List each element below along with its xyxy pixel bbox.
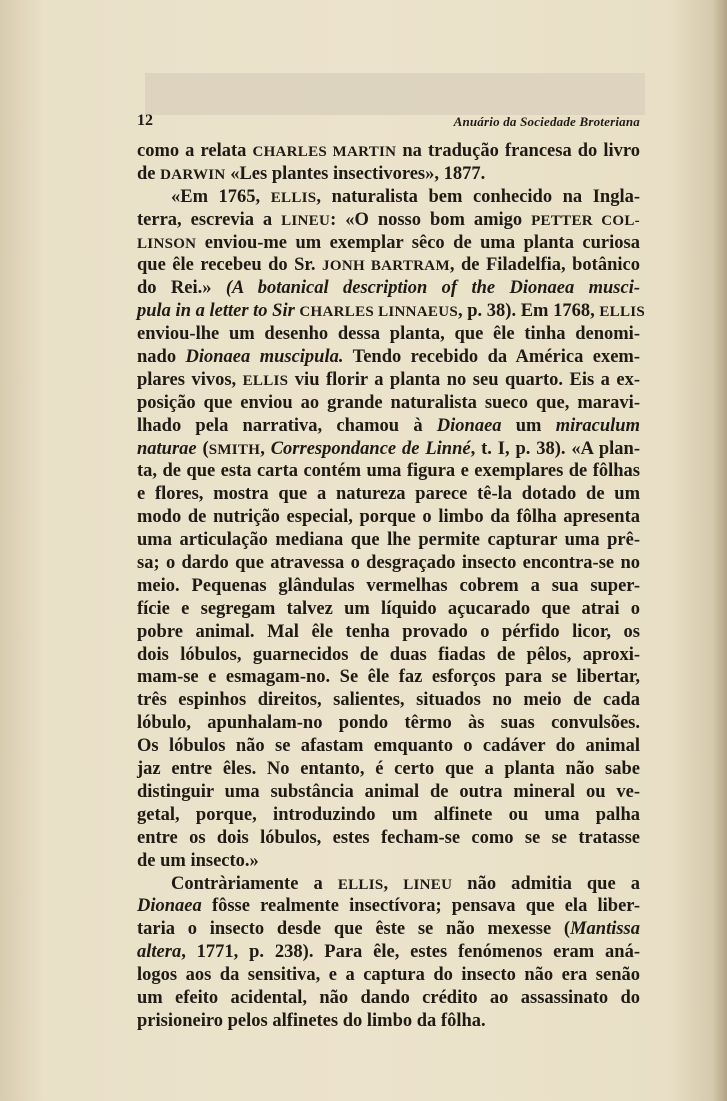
text-run: , 1771, p. 238). Para êle, estes fenómenos eram aná- xyxy=(181,942,640,963)
italic-text: pula in a letter to Sir xyxy=(137,301,300,322)
text-run: , de Filadelfia, botânico xyxy=(449,255,640,276)
small-caps-name: CHARLES MARTIN xyxy=(252,144,397,160)
text-line xyxy=(137,209,640,232)
text-run: Os lóbulos não se afastam emquanto o cadáver do animal xyxy=(137,736,640,757)
text-run: , xyxy=(260,438,271,459)
text-run: ( xyxy=(196,438,209,459)
small-caps-name: ELLIS xyxy=(270,189,317,206)
text-line xyxy=(137,598,640,621)
body-text xyxy=(137,140,646,1033)
text-run: na tradução francesa do livro xyxy=(396,141,641,161)
small-caps-name: JONH BARTRAM xyxy=(322,258,450,275)
text-run: taria o insecto desde que êste se não mexesse ( xyxy=(137,919,571,940)
text-line xyxy=(137,873,640,896)
italic-text: Dionaea muscipula. xyxy=(185,347,344,368)
small-caps-name: DARWIN xyxy=(160,166,226,183)
small-caps-name: LINSON xyxy=(137,235,197,252)
text-line xyxy=(137,964,640,987)
text-run: dois lóbulos, guarnecidos de duas fiadas de pêlos, aproxi- xyxy=(137,644,640,665)
text-line xyxy=(137,460,640,483)
text-line xyxy=(137,529,640,552)
text-run: pobre animal. Mal êle tenha provado o pérfido licor, os xyxy=(137,621,640,642)
text-line xyxy=(137,369,640,392)
text-run: e flores, mostra que a natureza parece tê-la dotado de um xyxy=(137,484,640,505)
text-run: viu florir a planta no seu quarto. Eis a ex- xyxy=(288,369,640,390)
text-line xyxy=(137,415,640,438)
text-run: de xyxy=(137,163,161,184)
text-line xyxy=(137,277,640,300)
text-run: terra, escrevia a xyxy=(137,209,282,230)
text-run: jaz entre êles. No entanto, é certo que a planta não sabe xyxy=(137,759,640,780)
text-line xyxy=(137,621,640,644)
text-run: enviou-me um exemplar sêco de uma planta curiosa xyxy=(196,232,640,253)
text-line xyxy=(137,712,640,735)
text-run: fôsse realmente insectívora; pensava que ela liber- xyxy=(201,896,640,917)
small-caps-name: LINEU xyxy=(281,212,331,229)
text-line xyxy=(137,323,640,346)
text-run: um xyxy=(501,415,556,436)
text-run: lhado pela narrativa, chamou à xyxy=(137,415,437,436)
small-caps-name: SMITH xyxy=(208,441,261,458)
text-line xyxy=(137,918,640,941)
text-line xyxy=(137,254,640,277)
italic-text: naturae xyxy=(137,438,197,459)
text-run: mam-se e esmagam-no. Se êle faz esforços para se libertar, xyxy=(137,667,640,688)
text-run: como a relata xyxy=(137,141,253,161)
text-run: logos aos da sensitiva, e a captura do insecto não era senão xyxy=(137,965,640,986)
italic-text: altera xyxy=(137,942,182,963)
italic-text: Dionaea xyxy=(436,415,502,436)
text-line xyxy=(137,804,640,827)
text-run: não admitia que a xyxy=(452,873,641,894)
text-run: ta, de que esta carta contém uma figura e exemplares de fôlhas xyxy=(137,461,640,482)
text-line xyxy=(137,689,640,712)
text-line xyxy=(137,438,640,461)
scan-shadow-band xyxy=(145,73,645,115)
text-line xyxy=(137,987,640,1010)
text-run: prisioneiro pelos alfinetes do limbo da fôlha. xyxy=(137,1010,486,1031)
italic-text: Mantissa xyxy=(570,919,640,940)
text-line xyxy=(137,941,640,964)
small-caps-name: LINEU xyxy=(403,876,453,893)
text-run: lóbulo, apunhalam-no pondo têrmo às suas convulsões. xyxy=(137,713,640,734)
text-line xyxy=(137,186,640,209)
text-line xyxy=(137,758,640,781)
text-run: um efeito acidental, não dando crédito ao assassinato do xyxy=(137,987,640,1008)
text-run: : «O nosso bom amigo xyxy=(330,209,532,230)
text-run: plares vivos, xyxy=(137,369,243,390)
italic-text: Correspondance de Linné xyxy=(270,438,471,459)
text-run: sa; o dardo que atravessa o desgraçado insecto encontra-se no xyxy=(137,553,640,574)
text-line xyxy=(137,666,640,689)
page-header xyxy=(137,112,640,134)
text-line xyxy=(137,392,640,415)
text-line xyxy=(137,644,640,667)
text-run: , xyxy=(383,873,404,894)
text-run: getal, porque, introduzindo um alfinete ou uma palha xyxy=(137,804,640,825)
text-run: meio. Pequenas glândulas vermelhas cobrem a sua super- xyxy=(137,575,640,596)
text-run: , naturalista bem conhecido na Ingla- xyxy=(316,186,640,207)
text-line xyxy=(137,552,640,575)
text-run: Contràriamente a xyxy=(171,873,338,894)
text-line xyxy=(137,140,640,163)
text-line xyxy=(137,232,640,255)
text-run: «Les plantes insectivores», 1877. xyxy=(225,163,486,184)
small-caps-name: ELLIS xyxy=(337,876,384,893)
text-line xyxy=(137,300,646,323)
text-run: que êle recebeu do Sr. xyxy=(137,255,323,276)
text-run: do Rei.» xyxy=(137,278,226,299)
italic-text: miraculum xyxy=(555,415,640,436)
small-caps-name: CHARLES LINNAEUS xyxy=(299,304,459,321)
text-run: modo de nutrição especial, porque o limbo da fôlha apresenta xyxy=(137,507,640,528)
text-line xyxy=(137,895,640,918)
text-run: distinguir uma substância animal de outra mineral ou ve- xyxy=(137,781,640,802)
small-caps-name: ELLIS xyxy=(242,372,289,389)
text-line xyxy=(137,781,640,804)
text-run: entre os dois lóbulos, estes fecham-se como se se tratasse xyxy=(137,827,640,848)
text-run: «Em 1765, xyxy=(171,186,271,207)
text-run: uma articulação mediana que lhe permite capturar uma prê- xyxy=(137,530,640,551)
text-run: enviou-lhe um desenho dessa planta, que êle tinha denomi- xyxy=(137,324,640,345)
italic-text: Dionaea xyxy=(137,896,202,917)
running-title: Anuário da Sociedade Broteriana xyxy=(453,114,640,129)
text-line xyxy=(137,827,640,850)
text-line xyxy=(137,735,640,758)
text-run: três espinhos direitos, salientes, situados no meio de cada xyxy=(137,690,640,711)
text-line xyxy=(137,506,640,529)
text-line xyxy=(137,1010,640,1033)
small-caps-name: PETTER COL- xyxy=(531,212,640,229)
small-caps-name: ELLIS xyxy=(599,304,646,321)
italic-text: (A botanical description of the Dionaea musci- xyxy=(225,278,640,299)
text-line xyxy=(137,163,640,186)
page-number: 12 xyxy=(137,112,153,129)
text-run: de um insecto.» xyxy=(137,850,259,871)
text-run: posição que enviou ao grande naturalista sueco que, maravi- xyxy=(137,392,640,413)
text-run: nado xyxy=(137,347,186,368)
text-line xyxy=(137,850,640,873)
text-run: , t. I, p. 38). «A plan- xyxy=(470,438,641,459)
text-run: , p. 38). Em 1768, xyxy=(458,301,600,322)
text-line xyxy=(137,575,640,598)
text-run: fície e segregam talvez um líquido açucarado que atrai o xyxy=(137,598,640,619)
text-run: Tendo recebido da América exem- xyxy=(343,347,640,368)
text-line xyxy=(137,483,640,506)
text-line xyxy=(137,346,640,369)
